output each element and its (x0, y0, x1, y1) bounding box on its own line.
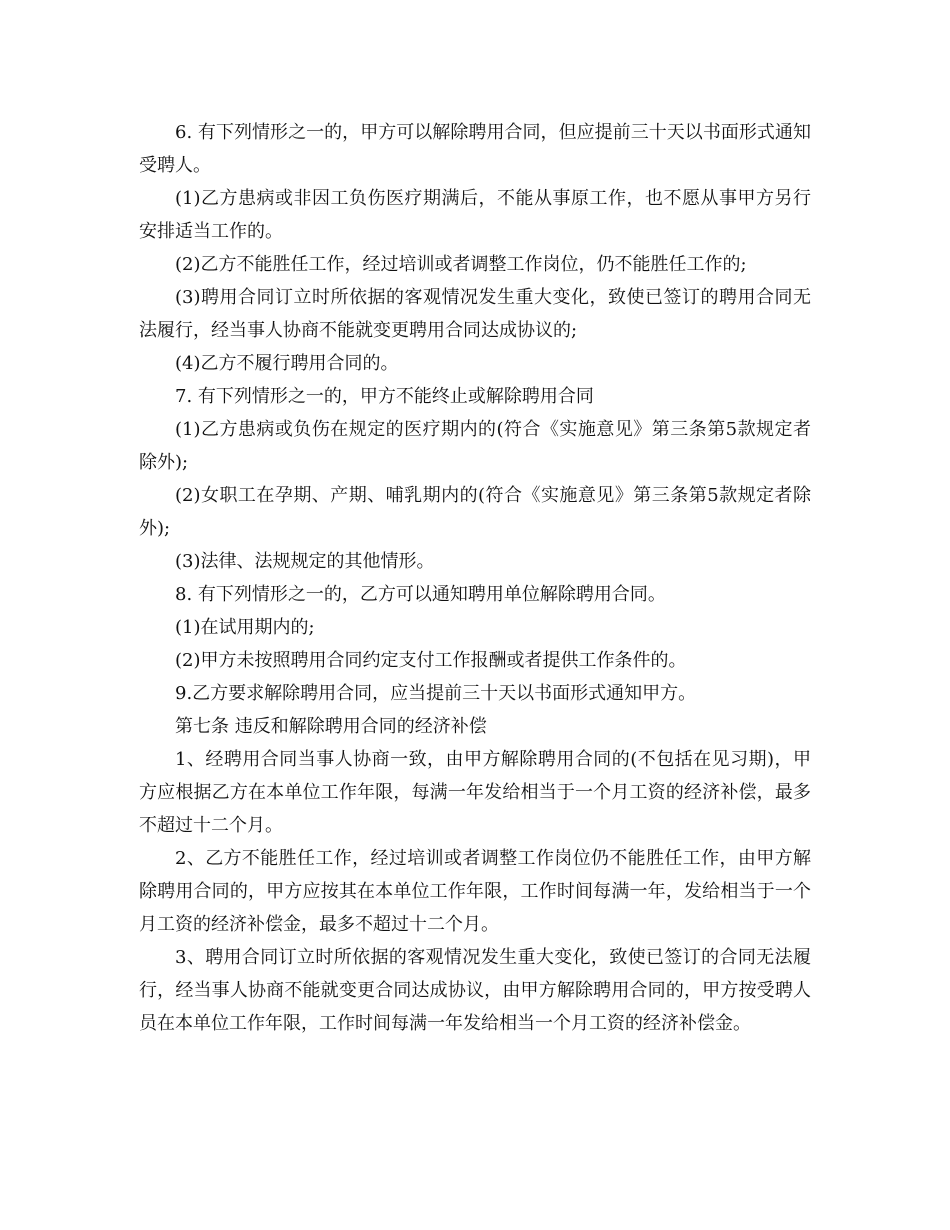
section-heading-article-7: 第七条 违反和解除聘用合同的经济补偿 (175, 716, 487, 737)
paragraph-article-7-item-2: 2、乙方不能胜任工作，经过培训或者调整工作岗位仍不能胜任工作，由甲方解除聘用合同的，甲方应按其在本单位工作年限，工作时间每满一年，发给相当于一个月工资的经济补偿金，最多不超过十二个月。 (139, 848, 811, 935)
paragraph-clause-6-item-4: (4)乙方不履行聘用合同的。 (175, 353, 399, 374)
paragraph-clause-8: 8. 有下列情形之一的，乙方可以通知聘用单位解除聘用合同。 (175, 584, 666, 605)
paragraph-clause-6-item-2: (2)乙方不能胜任工作，经过培训或者调整工作岗位，仍不能胜任工作的; (175, 254, 747, 275)
paragraph-article-7-item-1: 1、经聘用合同当事人协商一致，由甲方解除聘用合同的(不包括在见习期)，甲方应根据乙方在本单位工作年限，每满一年发给相当于一个月工资的经济补偿，最多不超过十二个月。 (139, 749, 811, 836)
paragraph-clause-6: 6. 有下列情形之一的，甲方可以解除聘用合同，但应提前三十天以书面形式通知受聘人。 (139, 122, 811, 176)
paragraph-clause-9: 9.乙方要求解除聘用合同，应当提前三十天以书面形式通知甲方。 (175, 683, 697, 704)
paragraph-clause-7-item-1: (1)乙方患病或负伤在规定的医疗期内的(符合《实施意见》第三条第5款规定者除外); (139, 419, 811, 473)
paragraph-clause-7-item-2: (2)女职工在孕期、产期、哺乳期内的(符合《实施意见》第三条第5款规定者除外); (139, 485, 811, 539)
paragraph-clause-6-item-1: (1)乙方患病或非因工负伤医疗期满后，不能从事原工作，也不愿从事甲方另行安排适当工作的。 (139, 188, 811, 242)
paragraph-clause-7: 7. 有下列情形之一的，甲方不能终止或解除聘用合同 (175, 386, 594, 407)
paragraph-clause-8-item-1: (1)在试用期内的; (175, 617, 315, 638)
paragraph-clause-6-item-3: (3)聘用合同订立时所依据的客观情况发生重大变化，致使已签订的聘用合同无法履行，经当事人协商不能就变更聘用合同达成协议的; (139, 287, 811, 341)
paragraph-article-7-item-3: 3、聘用合同订立时所依据的客观情况发生重大变化，致使已签订的合同无法履行，经当事人协商不能就变更合同达成协议，由甲方解除聘用合同的，甲方按受聘人员在本单位工作年限，工作时间每满一年发给相当一个月工资的经济补偿金。 (139, 947, 811, 1034)
document-body (139, 116, 811, 1040)
paragraph-clause-7-item-3: (3)法律、法规规定的其他情形。 (175, 551, 435, 572)
paragraph-clause-8-item-2: (2)甲方未按照聘用合同约定支付工作报酬或者提供工作条件的。 (175, 650, 687, 671)
